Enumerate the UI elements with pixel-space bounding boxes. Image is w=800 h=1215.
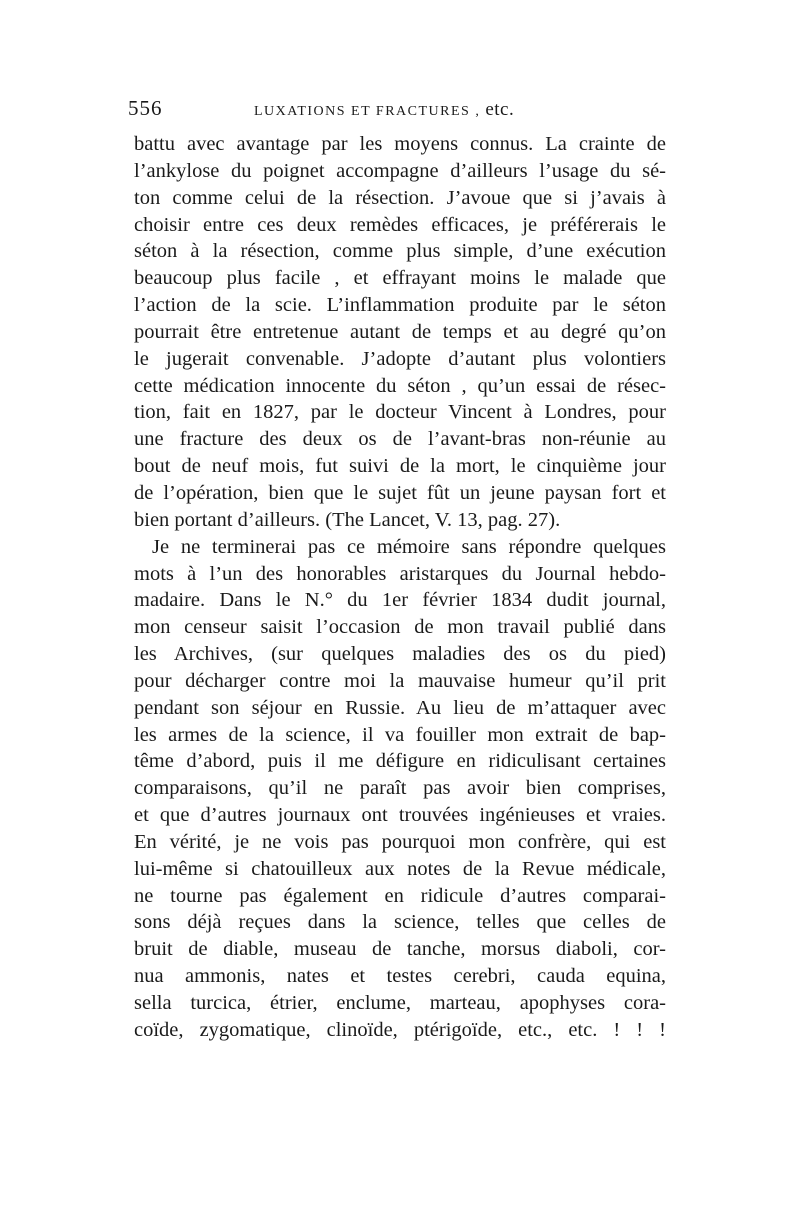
text-line: ne tourne pas également en ridicule d’autres comparai-	[134, 884, 666, 907]
text-line: pour décharger contre moi la mauvaise humeur qu’il prit	[134, 669, 666, 692]
text-line: tion, fait en 1827, par le docteur Vincent à Londres, pour	[134, 401, 666, 424]
text-line: une fracture des deux os de l’avant-bras non-réunie au	[134, 428, 666, 451]
text-line: séton à la résection, comme plus simple, d’une exécution	[134, 240, 666, 263]
text-line: sons déjà reçues dans la science, telles que celles de	[134, 911, 666, 934]
body-text	[134, 131, 666, 1044]
text-line: pourrait être entretenue autant de temps et au degré qu’on	[134, 320, 666, 343]
text-line: battu avec avantage par les moyens connus. La crainte de	[134, 133, 666, 155]
running-title-text: LUXATIONS ET FRACTURES ,	[254, 104, 481, 119]
text-line: madaire. Dans le N.° du 1er février 1834 dudit journal,	[134, 589, 666, 612]
paragraph-end-line: bien portant d’ailleurs. (The Lancet, V. 13, pag. 27).	[134, 508, 561, 531]
text-line: nua ammonis, nates et testes cerebri, cauda equina,	[134, 965, 666, 988]
running-title	[254, 99, 514, 121]
text-line: de l’opération, bien que le sujet fût un jeune paysan fort et	[134, 481, 666, 504]
text-line: beaucoup plus facile , et effrayant moins le malade que	[134, 267, 666, 290]
text-line: bout de neuf mois, fut suivi de la mort, le cinquième jour	[134, 455, 666, 478]
text-line: comparaisons, qu’il ne paraît pas avoir bien comprises,	[134, 777, 666, 800]
text-line: les Archives, (sur quelques maladies des os du pied)	[134, 643, 666, 666]
text-line: coïde, zygomatique, clinoïde, ptérigoïde, etc., etc. ! ! !	[134, 1018, 666, 1041]
running-title-suffix: etc.	[485, 99, 515, 120]
text-line: bruit de diable, museau de tanche, morsus diaboli, cor-	[134, 938, 666, 961]
text-line: l’action de la scie. L’inflammation produite par le séton	[134, 294, 666, 317]
text-line: mots à l’un des honorables aristarques du Journal hebdo-	[134, 562, 666, 585]
text-line: sella turcica, étrier, enclume, marteau, apophyses cora-	[134, 992, 666, 1014]
text-line: choisir entre ces deux remèdes efficaces, je préférerais le	[134, 213, 666, 236]
paragraph-first-line: Je ne terminerai pas ce mémoire sans répondre quelques	[152, 535, 666, 558]
text-line: lui-même si chatouilleux aux notes de la Revue médicale,	[134, 857, 666, 880]
text-line: tême d’abord, puis il me défigure en ridiculisant certaines	[134, 750, 666, 773]
text-line: En vérité, je ne vois pas pourquoi mon confrère, qui est	[134, 830, 666, 853]
text-line: pendant son séjour en Russie. Au lieu de m’attaquer avec	[134, 696, 666, 719]
text-line: et que d’autres journaux ont trouvées ingénieuses et vraies.	[134, 804, 666, 827]
page-header	[128, 96, 668, 124]
text-line: les armes de la science, il va fouiller mon extrait de bap-	[134, 723, 666, 746]
text-line: cette médication innocente du séton , qu’un essai de résec-	[134, 374, 666, 397]
page-number: 556	[128, 96, 163, 120]
text-line: le jugerait convenable. J’adopte d’autant plus volontiers	[134, 347, 666, 370]
text-line: ton comme celui de la résection. J’avoue que si j’avais à	[134, 186, 666, 209]
text-line: mon censeur saisit l’occasion de mon travail publié dans	[134, 616, 666, 639]
text-line: l’ankylose du poignet accompagne d’ailleurs l’usage du sé-	[134, 159, 666, 182]
